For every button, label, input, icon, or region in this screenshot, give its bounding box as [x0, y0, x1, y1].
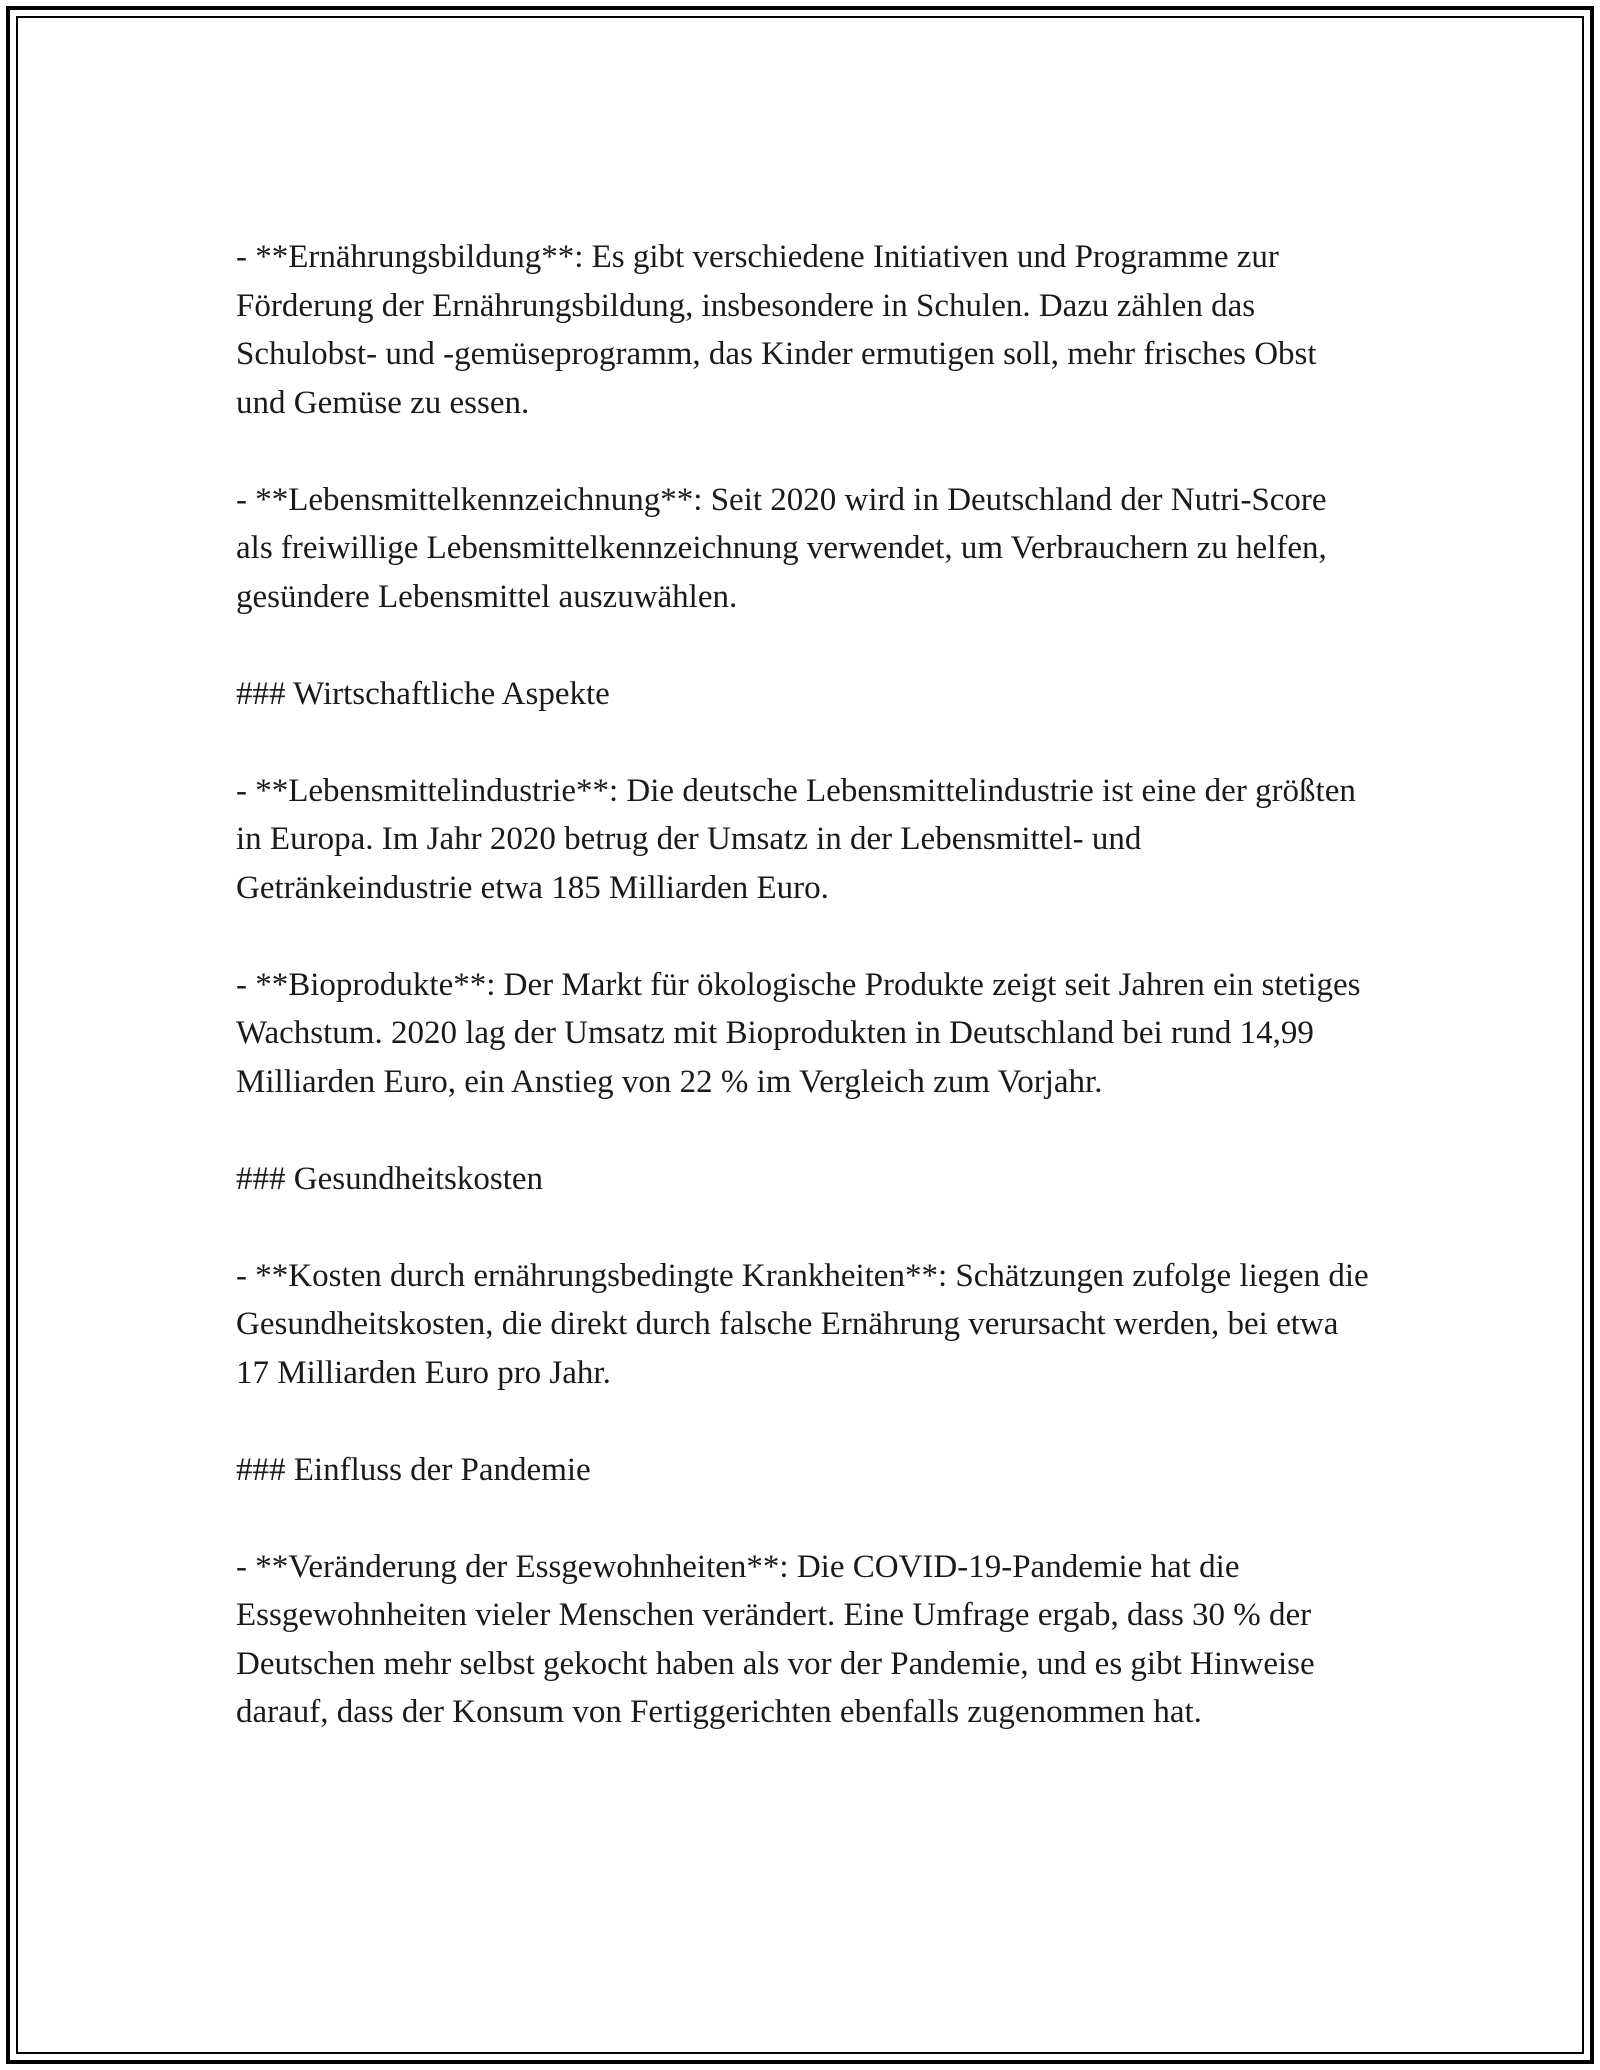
- heading-einfluss-der-pandemie: ### Einfluss der Pandemie: [236, 1451, 591, 1488]
- paragraph-kosten-krankheiten: - **Kosten durch ernährungsbedingte Krankheiten**: Schätzungen zufolge liegen die Gesundheitskosten, die direkt durch falsche Ernährung verursacht werden, bei etwa 17 Milliarden Euro pro Jahr.: [236, 1257, 1369, 1391]
- heading-wirtschaftliche-aspekte: ### Wirtschaftliche Aspekte: [236, 675, 610, 712]
- heading-gesundheitskosten: ### Gesundheitskosten: [236, 1160, 544, 1197]
- paragraph-essgewohnheiten: - **Veränderung der Essgewohnheiten**: Die COVID-19-Pandemie hat die Essgewohnheiten vieler Menschen verändert. Eine Umfrage ergab, dass 30 % der Deutschen mehr selbst gekocht haben als vor der Pandemie, und es gibt Hinweise darauf, dass der Konsum von Fertiggerichten ebenfalls zugenommen hat.: [236, 1548, 1315, 1730]
- paragraph-lebensmittelkennzeichnung: - **Lebensmittelkennzeichnung**: Seit 2020 wird in Deutschland der Nutri-Score als freiwillige Lebensmittelkennzeichnung verwendet, um Verbrauchern zu helfen, gesündere Lebensmittel auszuwählen.: [236, 481, 1327, 615]
- paragraph-ernaehrungsbildung: - **Ernährungsbildung**: Es gibt verschiedene Initiativen und Programme zur Förderung der Ernährungsbildung, insbesondere in Schulen. Dazu zählen das Schulobst- und -gemüseprogramm, das Kinder ermutigen soll, mehr frisches Obst und Gemüse zu essen.: [236, 239, 1317, 421]
- paragraph-bioprodukte: - **Bioprodukte**: Der Markt für ökologische Produkte zeigt seit Jahren ein stetiges Wachstum. 2020 lag der Umsatz mit Bioprodukten in Deutschland bei rund 14,99 Milliarden Euro, ein Anstieg von 22 % im Vergleich zum Vorjahr.: [236, 966, 1361, 1100]
- document-body: [236, 233, 1371, 1785]
- paragraph-lebensmittelindustrie: - **Lebensmittelindustrie**: Die deutsche Lebensmittelindustrie ist eine der größten in Europa. Im Jahr 2020 betrug der Umsatz in der Lebensmittel- und Getränkeindustrie etwa 185 Milliarden Euro.: [236, 772, 1356, 906]
